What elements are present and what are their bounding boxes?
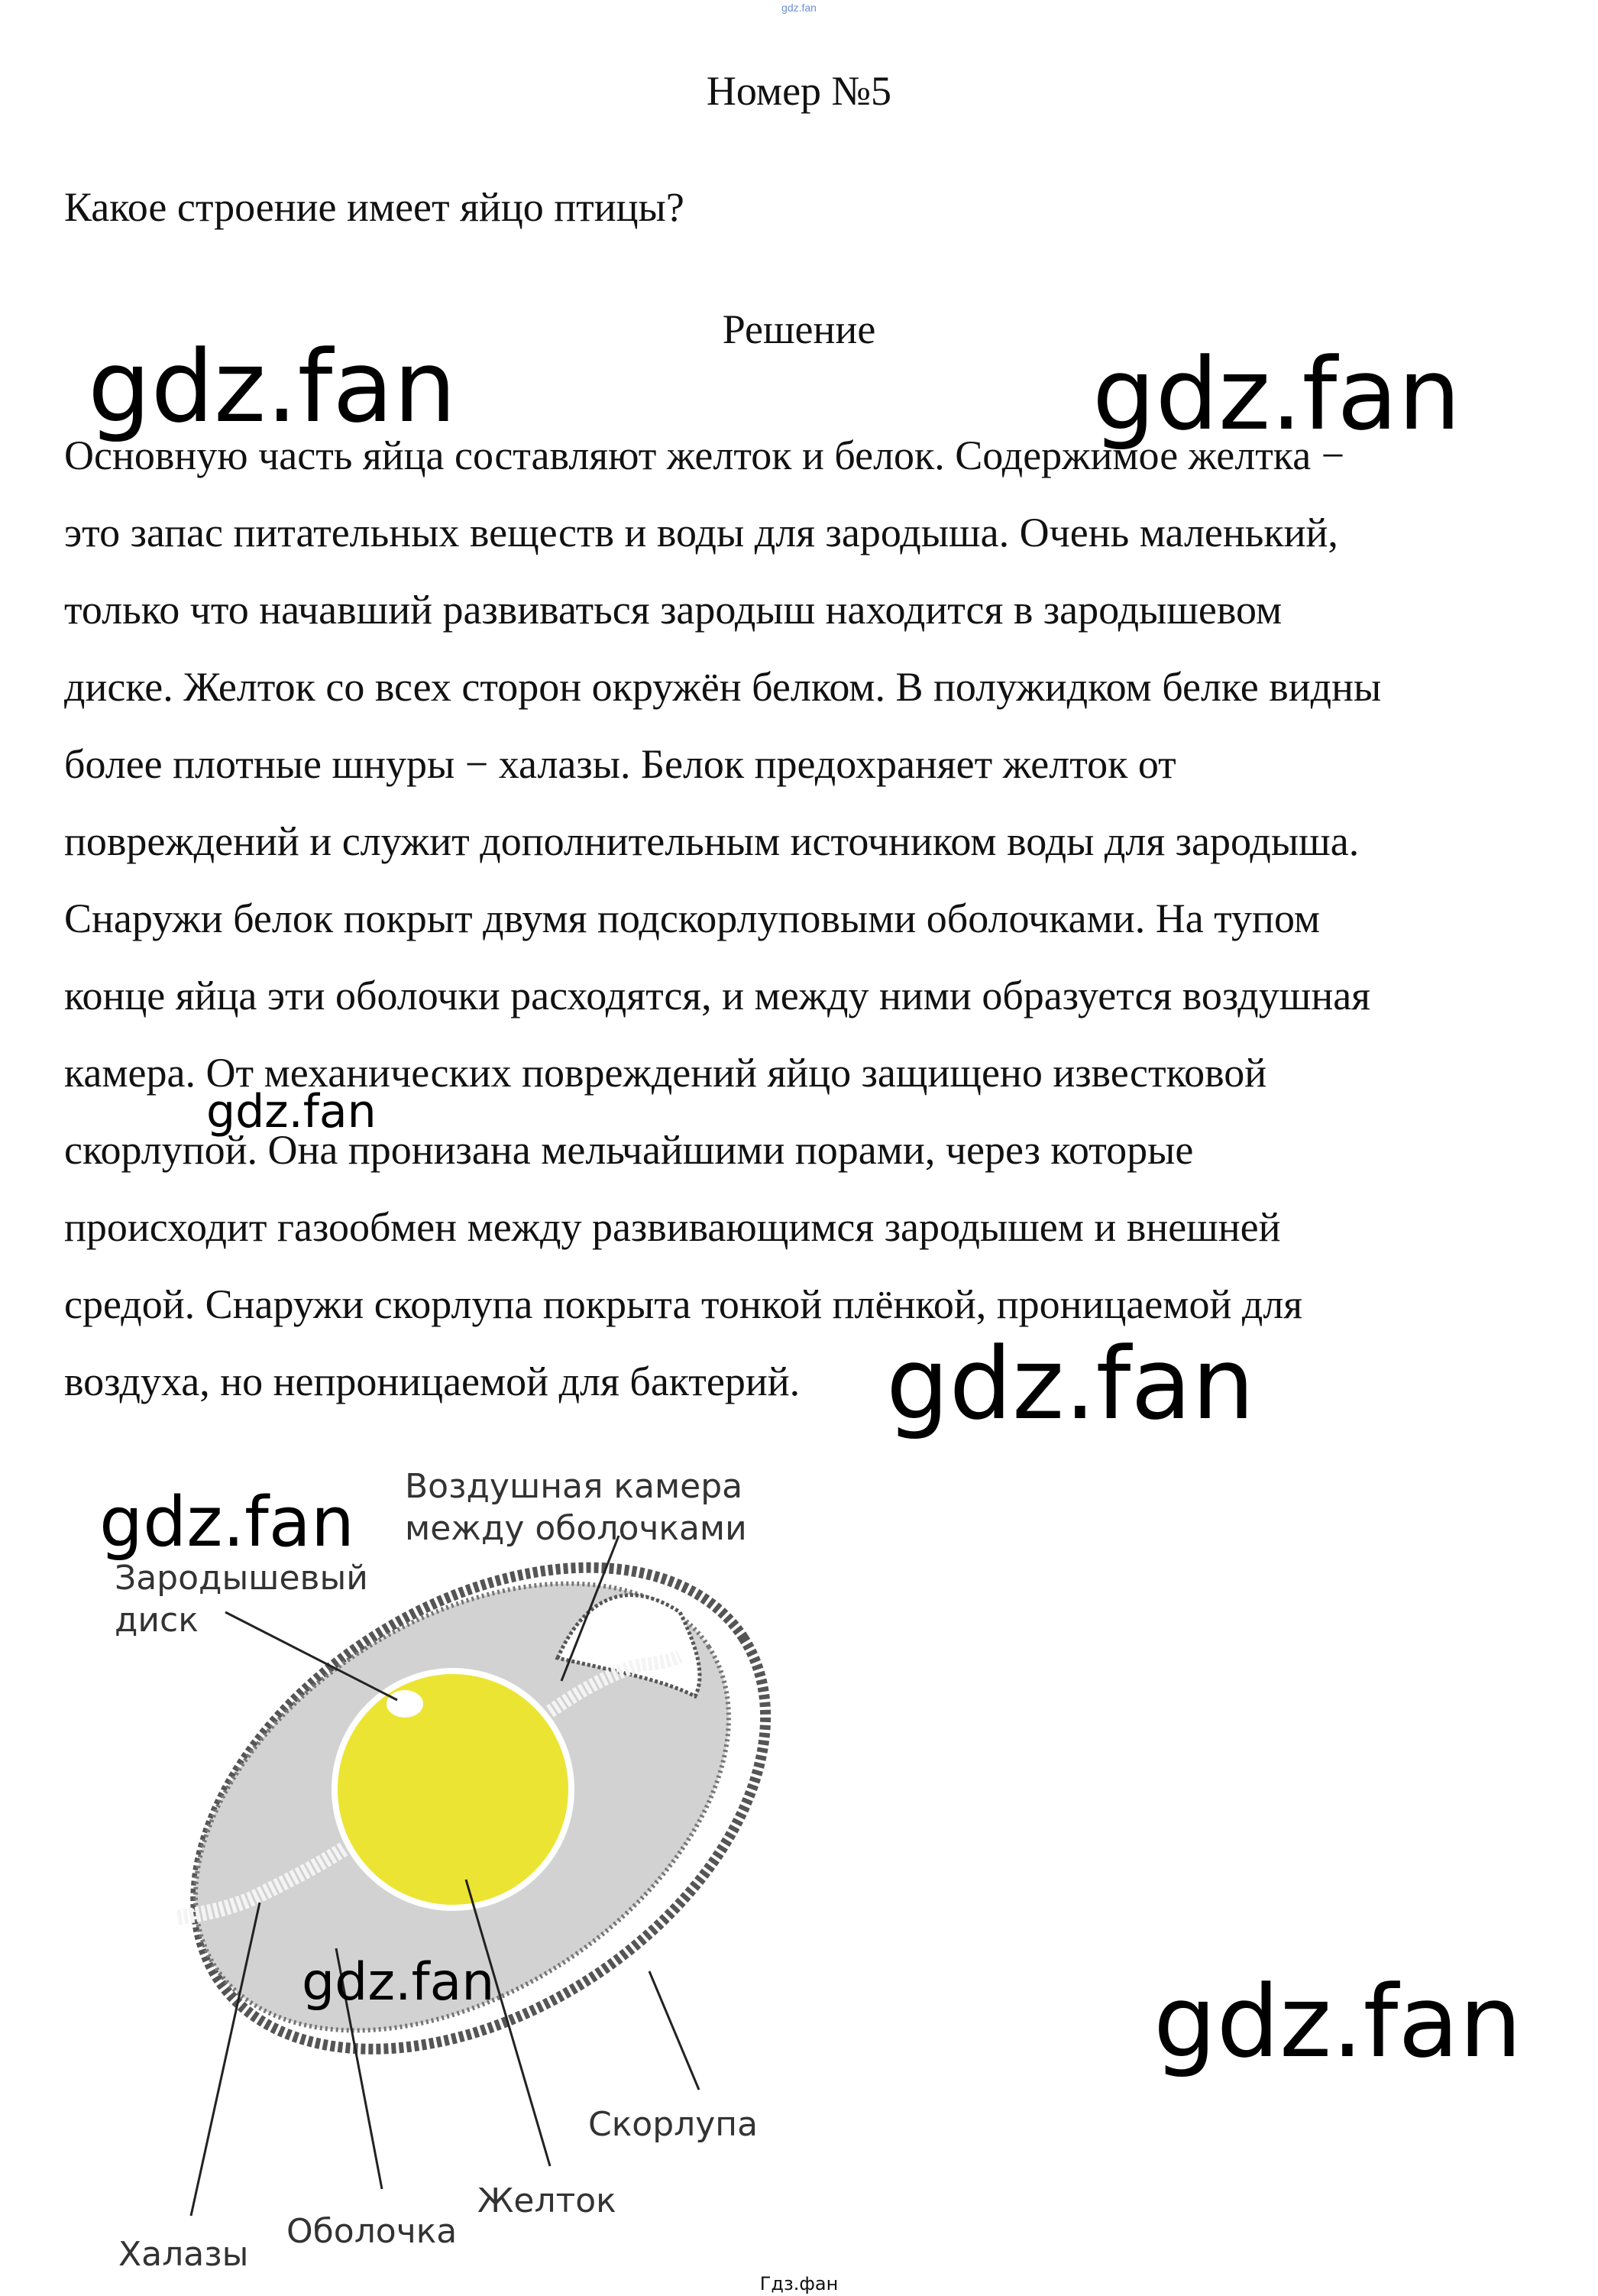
watermark: gdz.fan — [99, 1482, 354, 1563]
watermark: gdz.fan — [88, 329, 457, 445]
solution-line: скорлупой. Она пронизана мельчайшими порами, через которые — [64, 1127, 1194, 1173]
label-air-cell: Воздушная камера — [405, 1467, 743, 1506]
label-germinal-disc: диск — [115, 1601, 199, 1640]
solution-line: камера. От механических повреждений яйцо защищено известковой — [64, 1050, 1267, 1096]
solution-line: диске. Желток со всех сторон окружён белком. В полужидком белке видны — [64, 664, 1382, 710]
solution-line: средой. Снаружи скорлупа покрыта тонкой плёнкой, проницаемой для — [64, 1281, 1303, 1327]
source-mark: gdz.fan — [781, 2, 817, 14]
egg-diagram — [99, 1452, 787, 2269]
watermark: gdz.fan — [206, 1085, 377, 1138]
solution-heading: Решение — [722, 306, 876, 352]
label-germinal-disc: Зародышевый — [115, 1559, 368, 1598]
label-shell: Скорлупа — [588, 2105, 759, 2144]
solution-line: повреждений и служит дополнительным источником воды для зародыша. — [64, 818, 1360, 864]
label-yolk: Желток — [477, 2181, 616, 2220]
watermark: gdz.fan — [302, 1952, 495, 2013]
page-footer: Гдз.фан — [759, 2273, 839, 2294]
solution-line: это запас питательных веществ и воды для зародыша. Очень маленький, — [64, 510, 1338, 555]
solution-line: Основную часть яйца составляют желток и белок. Содержимое желтка − — [64, 432, 1345, 478]
yolk — [335, 1671, 571, 1908]
label-membrane: Оболочка — [286, 2212, 458, 2251]
page-title: Номер №5 — [706, 68, 892, 114]
germinal-disc — [387, 1690, 423, 1718]
watermark: gdz.fan — [886, 1326, 1255, 1442]
solution-line: более плотные шнуры − халазы. Белок предохраняет желток от — [64, 741, 1176, 787]
question-text: Какое строение имеет яйцо птицы? — [64, 184, 684, 230]
label-chalazae: Халазы — [118, 2235, 249, 2269]
solution-line: воздуха, но непроницаемой для бактерий. — [64, 1358, 801, 1404]
watermark: gdz.fan — [1153, 1964, 1522, 2080]
watermark: gdz.fan — [1092, 336, 1461, 452]
solution-line: происходит газообмен между развивающимся зародышем и внешней — [64, 1204, 1281, 1250]
solution-line: только что начавший развиваться зародыш находится в зародышевом — [64, 587, 1283, 633]
solution-line: Снаружи белок покрыт двумя подскорлуповыми оболочками. На тупом — [64, 895, 1321, 941]
solution-line: конце яйца эти оболочки расходятся, и между ними образуется воздушная — [64, 973, 1371, 1018]
label-air-cell: между оболочками — [405, 1509, 747, 1548]
